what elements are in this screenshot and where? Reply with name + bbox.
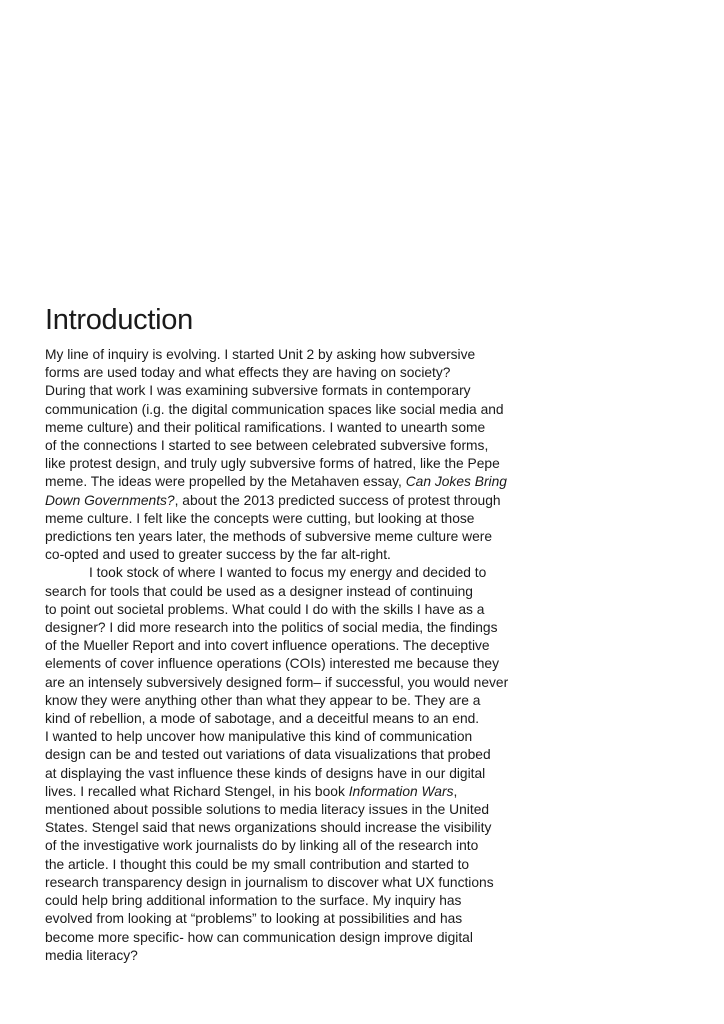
text-line: like protest design, and truly ugly subversive forms of hatred, like the Pepe (45, 456, 500, 472)
text-line: to point out societal problems. What could I do with the skills I have as a (45, 601, 485, 617)
document-content (45, 300, 545, 965)
text-line: become more specific- how can communication design improve digital (45, 929, 473, 945)
text-line: know they were anything other than what they appear to be. They are a (45, 692, 481, 708)
text-line: mentioned about possible solutions to media literacy issues in the United (45, 802, 490, 818)
text-line: predictions ten years later, the methods of subversive meme culture were (45, 529, 493, 545)
text-line: meme culture. I felt like the concepts were cutting, but looking at those (45, 510, 475, 526)
page-title: Introduction (45, 304, 193, 336)
text-segment: , (453, 783, 458, 799)
essay-title-italic: Can Jokes Bring (405, 474, 507, 490)
text-line: communication (i.g. the digital communication spaces like social media and (45, 401, 504, 417)
text-line: My line of inquiry is evolving. I started Unit 2 by asking how subversive (45, 347, 476, 362)
text-line: of the Mueller Report and into covert influence operations. The deceptive (45, 638, 490, 654)
text-segment: meme. The ideas were propelled by the Metahaven essay, (45, 474, 406, 490)
text-line: of the connections I started to see between celebrated subversive forms, (45, 438, 489, 454)
text-line: I wanted to help uncover how manipulative this kind of communication (45, 729, 473, 745)
text-line: research transparency design in journalism to discover what UX functions (45, 874, 494, 890)
essay-title-italic: Down Governments? (45, 492, 175, 508)
text-line: could help bring additional information to the surface. My inquiry has (45, 893, 462, 909)
text-line: media literacy? (45, 947, 138, 963)
book-title-italic: Information Wars (348, 783, 454, 799)
text-line (45, 473, 545, 491)
body-paragraphs (45, 346, 545, 965)
text-line: co-opted and used to greater success by the far alt-right. (45, 547, 391, 563)
text-line: at displaying the vast influence these kinds of designs have in our digital (45, 765, 486, 781)
text-line: design can be and tested out variations of data visualizations that probed (45, 747, 491, 763)
text-line: designer? I did more research into the politics of social media, the findings (45, 620, 498, 636)
text-line: During that work I was examining subversive formats in contemporary (45, 383, 471, 399)
text-line: States. Stengel said that news organizations should increase the visibility (45, 820, 492, 836)
text-segment: lives. I recalled what Richard Stengel, in his book (45, 783, 349, 799)
text-line: forms are used today and what effects they are having on society? (45, 365, 451, 381)
text-line: search for tools that could be used as a designer instead of continuing (45, 583, 473, 599)
text-line (45, 492, 545, 510)
text-line: are an intensely subversively designed form– if successful, you would never (45, 674, 509, 690)
text-line: of the investigative work journalists do by linking all of the research into (45, 838, 479, 854)
text-line: evolved from looking at “problems” to looking at possibilities and has (45, 911, 463, 927)
text-line: I took stock of where I wanted to focus my energy and decided to (89, 565, 487, 581)
text-line: elements of cover influence operations (COIs) interested me because they (45, 656, 499, 672)
text-line: the article. I thought this could be my small contribution and started to (45, 856, 470, 872)
text-line: kind of rebellion, a mode of sabotage, and a deceitful means to an end. (45, 711, 480, 727)
text-segment: , about the 2013 predicted success of protest through (174, 492, 501, 508)
text-line (45, 783, 545, 801)
text-line: meme culture) and their political ramifications. I wanted to unearth some (45, 419, 486, 435)
